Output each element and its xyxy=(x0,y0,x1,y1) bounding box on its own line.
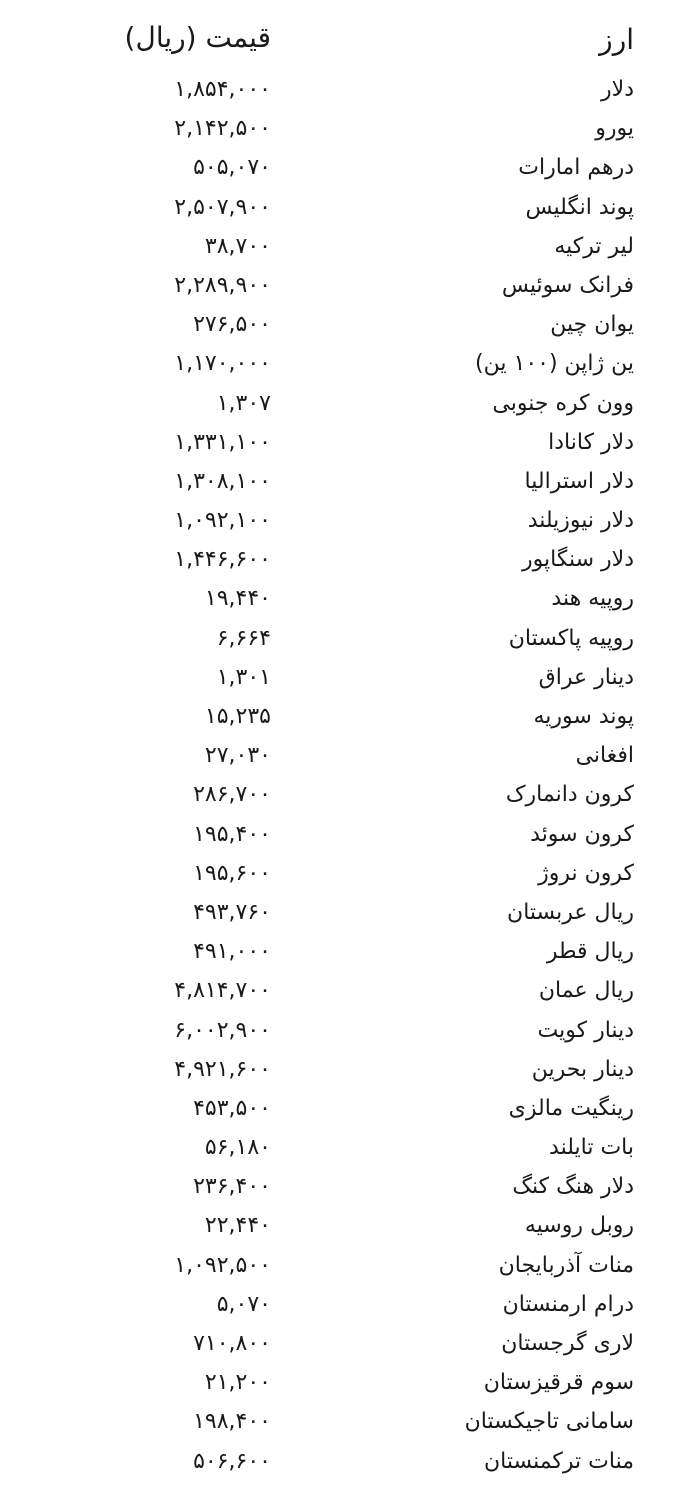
table-row xyxy=(0,815,692,854)
currency-name: سوم قرقیزستان xyxy=(483,1370,634,1396)
currency-name: ریال عمان xyxy=(538,978,634,1004)
currency-price: ۲۷,۰۳۰ xyxy=(204,743,271,769)
currency-price: ۵,۰۷۰ xyxy=(216,1291,271,1317)
currency-price: ۲,۲۸۹,۹۰۰ xyxy=(174,272,271,298)
table-row xyxy=(0,775,692,814)
currency-price: ۵۶,۱۸۰ xyxy=(204,1135,271,1161)
currency-price: ۶,۶۶۴ xyxy=(216,625,271,651)
currency-name: دینار کویت xyxy=(537,1017,634,1043)
table-row xyxy=(0,305,692,344)
table-row xyxy=(0,1402,692,1441)
table-row xyxy=(0,188,692,227)
currency-price: ۱۹,۴۴۰ xyxy=(204,586,271,612)
currency-price: ۵۰۵,۰۷۰ xyxy=(193,155,271,181)
currency-price: ۳۸,۷۰۰ xyxy=(204,233,271,259)
table-row xyxy=(0,501,692,540)
currency-name: سامانی تاجیکستان xyxy=(464,1409,634,1435)
currency-name: دینار عراق xyxy=(538,664,634,690)
currency-name: دلار هنگ کنگ xyxy=(512,1174,634,1200)
table-row xyxy=(0,266,692,305)
currency-price: ۱۹۵,۶۰۰ xyxy=(193,860,271,886)
table-row xyxy=(0,1167,692,1206)
currency-name: یورو xyxy=(595,116,634,142)
table-row xyxy=(0,423,692,462)
currency-name: دینار بحرین xyxy=(531,1056,634,1082)
currency-price: ۱,۳۳۱,۱۰۰ xyxy=(174,429,271,455)
table-row xyxy=(0,384,692,423)
currency-price: ۱,۳۰۷ xyxy=(216,390,271,416)
currency-name: رینگیت مالزی xyxy=(508,1095,634,1121)
currency-name: کرون نروژ xyxy=(538,860,634,886)
currency-price: ۱۹۸,۴۰۰ xyxy=(193,1409,271,1435)
currency-price: ۴,۹۲۱,۶۰۰ xyxy=(174,1056,271,1082)
currency-name: ریال عربستان xyxy=(507,899,634,925)
table-row xyxy=(0,1089,692,1128)
currency-price: ۵۰۶,۶۰۰ xyxy=(193,1448,271,1474)
table-row xyxy=(0,619,692,658)
table-row xyxy=(0,854,692,893)
currency-name: درام ارمنستان xyxy=(502,1291,634,1317)
currency-price: ۱۵,۲۳۵ xyxy=(204,704,271,729)
currency-price: ۱,۳۰۱ xyxy=(216,664,271,690)
table-row xyxy=(0,697,692,736)
currency-name: یوان چین xyxy=(550,312,634,338)
currency-name: منات آذربایجان xyxy=(498,1252,634,1278)
table-row xyxy=(0,1285,692,1324)
currency-price: ۶,۰۰۲,۹۰۰ xyxy=(174,1017,271,1043)
currency-name: دلار استرالیا xyxy=(524,468,634,494)
table-row xyxy=(0,70,692,109)
currency-price: ۷۱۰,۸۰۰ xyxy=(193,1331,271,1356)
currency-price: ۱,۰۹۲,۵۰۰ xyxy=(174,1252,271,1278)
currency-name: دلار سنگاپور xyxy=(522,547,634,573)
table-row xyxy=(0,227,692,266)
price-column-header: قیمت (ریال) xyxy=(124,21,271,54)
currency-name: لاری گرجستان xyxy=(501,1331,634,1356)
table-row xyxy=(0,1128,692,1167)
currency-name: منات ترکمنستان xyxy=(483,1448,634,1474)
table-header xyxy=(0,0,692,78)
table-row xyxy=(0,1442,692,1481)
currency-price: ۱۹۵,۴۰۰ xyxy=(193,821,271,847)
currency-name: روپیه هند xyxy=(551,586,634,612)
table-row xyxy=(0,1206,692,1245)
currency-name: پوند سوریه xyxy=(533,704,634,729)
table-row xyxy=(0,109,692,148)
table-row xyxy=(0,932,692,971)
table-row xyxy=(0,579,692,618)
currency-price: ۴,۸۱۴,۷۰۰ xyxy=(174,978,271,1004)
table-row xyxy=(0,736,692,775)
currency-price: ۲,۱۴۲,۵۰۰ xyxy=(174,116,271,142)
table-body xyxy=(0,70,692,1481)
currency-name: کرون دانمارک xyxy=(505,782,634,808)
currency-price: ۴۵۳,۵۰۰ xyxy=(193,1095,271,1121)
currency-price: ۴۹۱,۰۰۰ xyxy=(193,939,271,965)
table-row xyxy=(0,1246,692,1285)
currency-name: دلار xyxy=(601,77,634,102)
table-row xyxy=(0,893,692,932)
currency-price: ۲,۵۰۷,۹۰۰ xyxy=(174,194,271,220)
table-row xyxy=(0,971,692,1010)
currency-price: ۴۹۳,۷۶۰ xyxy=(193,899,271,925)
currency-price: ۲۲,۴۴۰ xyxy=(204,1213,271,1239)
currency-name: افغانی xyxy=(575,743,634,769)
table-row xyxy=(0,1324,692,1363)
currency-name: درهم امارات xyxy=(518,155,634,181)
table-row xyxy=(0,658,692,697)
currency-column-header: ارز xyxy=(599,23,634,56)
currency-price: ۱,۸۵۴,۰۰۰ xyxy=(174,77,271,102)
currency-name: ریال قطر xyxy=(546,939,634,965)
table-row xyxy=(0,344,692,383)
currency-name: وون کره جنوبی xyxy=(492,390,634,416)
currency-name: ین ژاپن (۱۰۰ ین) xyxy=(475,351,634,377)
table-row xyxy=(0,462,692,501)
table-row xyxy=(0,1363,692,1402)
currency-name: روپیه پاکستان xyxy=(508,625,634,651)
currency-name: لیر ترکیه xyxy=(554,233,634,259)
currency-price: ۲۸۶,۷۰۰ xyxy=(193,782,271,808)
table-row xyxy=(0,1011,692,1050)
table-row xyxy=(0,148,692,187)
currency-price: ۱,۳۰۸,۱۰۰ xyxy=(174,468,271,494)
currency-name: پوند انگلیس xyxy=(525,194,634,220)
currency-name: فرانک سوئیس xyxy=(501,272,634,298)
currency-price: ۲۳۶,۴۰۰ xyxy=(193,1174,271,1200)
currency-name: روبل روسیه xyxy=(524,1213,634,1239)
currency-name: کرون سوئد xyxy=(530,821,634,847)
currency-price: ۱,۴۴۶,۶۰۰ xyxy=(174,547,271,573)
currency-name: بات تایلند xyxy=(549,1135,634,1161)
table-row xyxy=(0,540,692,579)
currency-name: دلار کانادا xyxy=(548,429,634,455)
currency-name: دلار نیوزیلند xyxy=(527,508,634,534)
currency-price: ۱,۱۷۰,۰۰۰ xyxy=(174,351,271,377)
table-row xyxy=(0,1050,692,1089)
currency-price: ۲۱,۲۰۰ xyxy=(204,1370,271,1396)
currency-price: ۲۷۶,۵۰۰ xyxy=(193,312,271,338)
currency-price: ۱,۰۹۲,۱۰۰ xyxy=(174,508,271,534)
